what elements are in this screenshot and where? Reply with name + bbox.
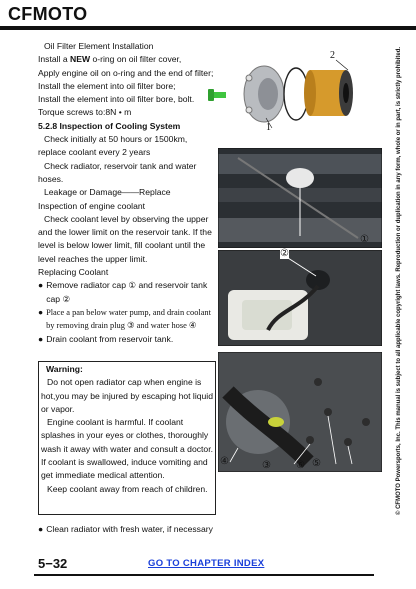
reservoir-photo	[218, 250, 382, 346]
radiator-photo	[218, 148, 382, 248]
oil-filter-figure	[200, 48, 370, 140]
warning-box	[38, 361, 216, 515]
inspection-line: Inspection of engine coolant	[38, 200, 146, 211]
callout-water-hose: ④	[220, 456, 229, 467]
filter-caption: Oil Filter Element Installation	[44, 41, 154, 51]
filter-cover-icon	[244, 66, 284, 122]
coolant-level-paragraph: Check coolant level by observing the upper and the lower limit on the reservoir tank. If the level is below lower limit, fill coolant until the level reaches the upper limit.	[38, 213, 212, 264]
warning-title: Warning:	[46, 364, 83, 374]
bullet-drain-tank: ● Drain coolant from reservoir tank.	[38, 333, 216, 346]
brand-title: CFMOTO	[8, 4, 88, 24]
footer-rule	[34, 574, 374, 576]
filter-element-icon	[304, 70, 353, 116]
callout-2: 2	[330, 50, 335, 61]
bullet-clean-radiator: ● Clean radiator with fresh water, if necessary	[38, 523, 216, 536]
callout-reservoir-cap: ②	[280, 248, 289, 259]
hose-clamp-icon	[268, 417, 284, 427]
warning-line-2: Engine coolant is harmful. If coolant splashes in your eyes or clothes, thoroughly wash it away with water and consult a doctor. If coolant is swallowed, induce vomiting and get immediate medical attention.	[41, 417, 213, 481]
leakage-line: Leakage or Damage——Replace	[44, 187, 171, 198]
callout-drain-plug: ③	[262, 460, 271, 471]
main-text-column	[38, 40, 216, 346]
drain-plug-icon	[306, 436, 314, 444]
filter-step-1: Install a NEW o-ring on oil filter cover,	[38, 54, 182, 65]
bullet-dot-icon: ●	[38, 280, 44, 291]
bullet-dot-icon: ●	[38, 524, 44, 534]
bullet-dot-icon: ●	[38, 333, 44, 344]
new-emphasis: NEW	[70, 54, 91, 65]
replacing-coolant-title: Replacing Coolant	[38, 267, 109, 278]
check-hoses-paragraph: Check radiator, reservoir tank and water hoses.	[38, 160, 197, 184]
callout-6: ⑥	[296, 460, 305, 471]
callout-1: 1	[266, 122, 271, 133]
header-rule	[0, 26, 416, 30]
filter-step-2: Apply engine oil on o-ring and the end of filter;	[38, 67, 214, 78]
copyright-notice: © CFMOTO Powersports, Inc. This manual is subject to all applicable copyright laws. Reproduction or duplication in any form, whole or in part, is strictly prohibited.	[396, 46, 402, 515]
torque-spec: Torque screws to:8N • m	[38, 107, 132, 118]
bullet-remove-cap: ● Remove radiator cap ① and reservoir tank cap ②	[38, 280, 208, 304]
bolt-icon	[208, 89, 226, 101]
chapter-index-link[interactable]: GO TO CHAPTER INDEX	[148, 558, 265, 569]
bullet-dot-icon: ●	[38, 307, 44, 317]
drain-plug-photo	[218, 352, 382, 472]
radiator-cap-icon	[286, 168, 314, 188]
oil-filter-illustration	[200, 48, 370, 140]
warning-line-3: Keep coolant away from reach of children.	[47, 483, 208, 494]
callout-5: ⑤	[312, 458, 321, 469]
warning-line-1: Do not open radiator cap when engine is hot,you may be injured by escaping hot liquid or vapor.	[41, 377, 213, 414]
bullet-drain-plug: ● Place a pan below water pump, and drain coolant by removing drain plug ③ and water hose ④	[38, 307, 211, 331]
filter-step-3: Install the element into oil filter bore;	[38, 80, 176, 91]
section-title: 5.2.8 Inspection of Cooling System	[38, 120, 181, 131]
check-interval-paragraph: Check initially at 50 hours or 1500km, replace coolant every 2 years	[38, 134, 188, 158]
filter-step-4: Install the element into oil filter bore, bolt.	[38, 94, 195, 105]
page-number: 5−32	[38, 556, 68, 571]
callout-radiator-cap: ①	[360, 234, 369, 245]
